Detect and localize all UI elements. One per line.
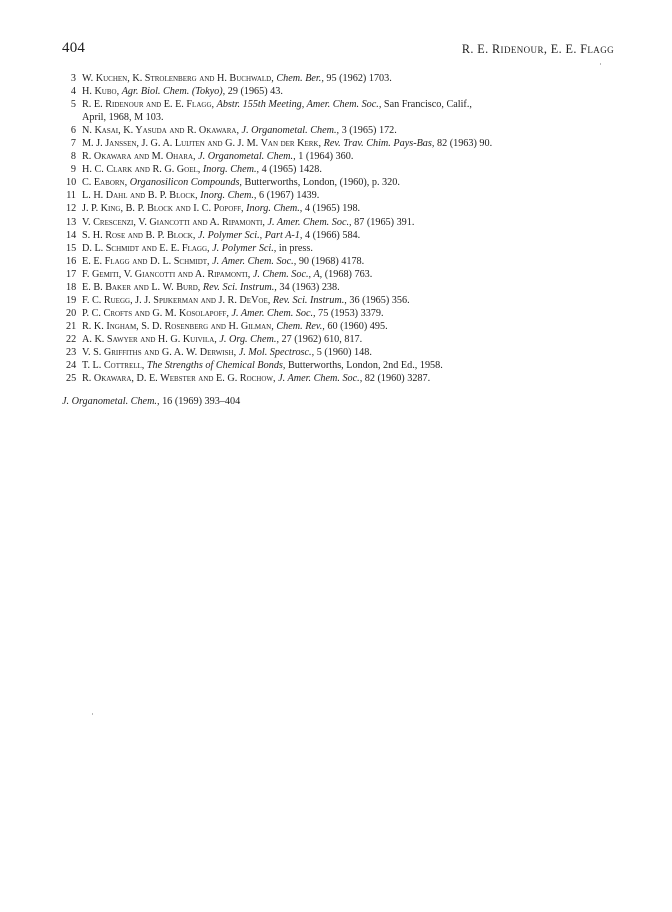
reference-authors: P. C. Crofts and G. M. Kosolapoff, xyxy=(82,307,229,319)
paper-speck xyxy=(600,63,601,65)
reference-details: 27 (1962) 610, 817. xyxy=(281,333,363,345)
reference-item xyxy=(66,229,626,242)
reference-journal: J. Amer. Chem. Soc., xyxy=(212,255,297,267)
reference-text xyxy=(82,202,626,215)
reference-journal: Rev. Sci. Instrum., xyxy=(272,294,347,306)
reference-journal: Chem. Rev., xyxy=(276,320,325,332)
reference-item xyxy=(66,320,626,333)
reference-item xyxy=(66,176,626,189)
reference-details: 75 (1953) 3379. xyxy=(318,307,384,319)
reference-authors: R. E. Ridenour and E. E. Flagg, xyxy=(82,99,215,111)
reference-details: San Francisco, Calif., xyxy=(383,99,472,111)
reference-journal: J. Amer. Chem. Soc., xyxy=(267,216,352,228)
reference-details: 1 (1964) 360. xyxy=(298,151,354,163)
reference-item xyxy=(66,359,626,372)
reference-authors: W. Kuchen, K. Strolenberg and H. Buchwald, xyxy=(82,73,274,84)
reference-item xyxy=(66,163,626,176)
reference-item xyxy=(66,124,626,137)
reference-journal: J. Amer. Chem. Soc., xyxy=(231,307,316,319)
reference-number: 22 xyxy=(66,333,77,345)
reference-authors: R. K. Ingham, S. D. Rosenberg and H. Gilman, xyxy=(82,320,274,332)
reference-number: 12 xyxy=(66,203,77,215)
reference-details: 82 (1960) 3287. xyxy=(364,373,431,385)
reference-text xyxy=(82,189,626,202)
reference-number: 17 xyxy=(66,268,77,280)
reference-journal: Inorg. Chem., xyxy=(246,203,303,215)
running-head: R. E. Ridenour, E. E. Flagg xyxy=(461,42,614,56)
reference-text xyxy=(82,372,626,385)
reference-item xyxy=(66,85,626,98)
reference-item xyxy=(66,255,626,268)
reference-details: 3 (1965) 172. xyxy=(341,125,397,137)
reference-journal: The Strengths of Chemical Bonds, xyxy=(146,360,286,372)
reference-journal: J. Polymer Sci., Part A-1, xyxy=(197,229,303,241)
reference-number: 5 xyxy=(70,99,76,111)
reference-details: Butterworths, London, 2nd Ed., 1958. xyxy=(287,360,443,372)
reference-text xyxy=(82,242,626,255)
reference-number: 8 xyxy=(70,151,76,163)
reference-authors: E. B. Baker and L. W. Burd, xyxy=(82,281,201,293)
reference-journal: Chem. Ber., xyxy=(276,73,324,84)
reference-number: 15 xyxy=(66,242,77,254)
reference-authors: E. E. Flagg and D. L. Schmidt, xyxy=(82,255,210,267)
reference-text xyxy=(82,137,626,150)
reference-journal: Inorg. Chem., xyxy=(200,190,257,202)
reference-details: 82 (1963) 90. xyxy=(436,138,493,150)
reference-authors: N. Kasai, K. Yasuda and R. Okawara, xyxy=(82,125,239,137)
reference-item xyxy=(66,333,626,346)
reference-authors: M. J. Janssen, J. G. A. Luijten and G. J. M. Van der Kerk, xyxy=(82,138,322,150)
reference-item xyxy=(66,216,626,229)
reference-number: 7 xyxy=(70,138,76,150)
reference-text xyxy=(82,359,626,372)
reference-item xyxy=(66,202,626,215)
reference-item xyxy=(66,242,626,255)
reference-item xyxy=(66,189,626,202)
reference-journal: Rev. Sci. Instrum., xyxy=(202,281,277,293)
reference-details: 60 (1960) 495. xyxy=(327,320,388,332)
reference-details: 87 (1965) 391. xyxy=(354,216,415,228)
reference-details: (1968) 763. xyxy=(324,268,373,280)
reference-text xyxy=(82,124,626,137)
reference-authors: R. Okawara, D. E. Webster and E. G. Rochow, xyxy=(82,373,276,385)
paper-speck xyxy=(92,713,93,715)
reference-number: 16 xyxy=(66,255,77,267)
reference-journal: Abstr. 155th Meeting, Amer. Chem. Soc., xyxy=(216,99,382,111)
reference-details: 5 (1960) 148. xyxy=(316,346,372,358)
reference-item xyxy=(66,150,626,163)
reference-details: 29 (1965) 43. xyxy=(227,86,283,98)
reference-journal: J. Polymer Sci., xyxy=(212,242,277,254)
reference-details: in press. xyxy=(278,242,313,254)
reference-text xyxy=(82,163,626,176)
reference-authors: S. H. Rose and B. P. Block, xyxy=(82,229,196,241)
reference-journal: J. Chem. Soc., A, xyxy=(252,268,323,280)
reference-authors: V. Crescenzi, V. Giancotti and A. Ripamonti, xyxy=(82,216,265,228)
reference-text xyxy=(82,229,626,242)
reference-number: 23 xyxy=(66,346,77,358)
reference-number: 19 xyxy=(66,294,77,306)
reference-text xyxy=(82,85,626,98)
reference-authors: A. K. Sawyer and H. G. Kuivila, xyxy=(82,333,217,345)
reference-journal: Organosilicon Compounds, xyxy=(129,177,242,189)
reference-text xyxy=(82,333,626,346)
reference-item xyxy=(66,346,626,359)
reference-number: 13 xyxy=(66,216,77,228)
reference-authors: T. L. Cottrell, xyxy=(82,360,145,372)
reference-journal: Rev. Trav. Chim. Pays-Bas, xyxy=(323,138,435,150)
reference-continuation: April, 1968, M 103. xyxy=(82,112,164,124)
reference-number: 10 xyxy=(66,177,77,189)
reference-number: 24 xyxy=(66,360,77,372)
journal-citation-footer xyxy=(62,396,240,407)
reference-details: 36 (1965) 356. xyxy=(349,294,410,306)
reference-details: 34 (1963) 238. xyxy=(279,281,340,293)
reference-item xyxy=(66,137,626,150)
reference-text xyxy=(82,150,626,163)
reference-text xyxy=(82,281,626,294)
reference-number: 6 xyxy=(70,125,76,137)
reference-number: 3 xyxy=(70,73,76,84)
reference-text xyxy=(82,98,626,124)
reference-details: 90 (1968) 4178. xyxy=(298,255,365,267)
reference-text xyxy=(82,72,626,85)
reference-number: 14 xyxy=(66,229,77,241)
reference-authors: H. C. Clark and R. G. Goel, xyxy=(82,164,201,176)
reference-details: 6 (1967) 1439. xyxy=(259,190,320,202)
reference-authors: F. Gemiti, V. Giancotti and A. Ripamonti, xyxy=(82,268,251,280)
reference-authors: C. Eaborn, xyxy=(82,177,128,189)
reference-authors: R. Okawara and M. Ohara, xyxy=(82,151,196,163)
reference-item xyxy=(66,268,626,281)
reference-text xyxy=(82,320,626,333)
reference-text xyxy=(82,294,626,307)
reference-number: 21 xyxy=(66,320,77,332)
reference-journal: J. Organometal. Chem., xyxy=(241,125,340,137)
reference-details: 4 (1966) 584. xyxy=(305,229,361,241)
reference-authors: F. C. Ruegg, J. J. Spijkerman and J. R. DeVoe, xyxy=(82,294,271,306)
reference-authors: J. P. King, B. P. Block and I. C. Popoff, xyxy=(82,203,244,215)
reference-item xyxy=(66,72,626,85)
reference-text xyxy=(82,176,626,189)
reference-authors: L. H. Dahl and B. P. Block, xyxy=(82,190,198,202)
reference-item xyxy=(66,307,626,320)
reference-number: 4 xyxy=(70,86,76,98)
reference-journal: J. Amer. Chem. Soc., xyxy=(278,373,363,385)
reference-details: Butterworths, London, (1960), p. 320. xyxy=(244,177,400,189)
reference-journal: J. Organometal. Chem., xyxy=(198,151,296,163)
reference-authors: D. L. Schmidt and E. E. Flagg, xyxy=(82,242,210,254)
reference-number: 11 xyxy=(66,190,76,202)
footer-volume-pages: 16 (1969) 393–404 xyxy=(162,396,241,407)
reference-text xyxy=(82,255,626,268)
reference-authors: V. S. Griffiths and G. A. W. Derwish, xyxy=(82,346,237,358)
reference-journal: Inorg. Chem., xyxy=(202,164,260,176)
reference-item xyxy=(66,281,626,294)
reference-journal: J. Mol. Spectrosc., xyxy=(238,346,315,358)
reference-details: 4 (1965) 1428. xyxy=(261,164,322,176)
reference-journal: J. Org. Chem., xyxy=(219,333,279,345)
reference-text xyxy=(82,216,626,229)
reference-authors: H. Kubo, xyxy=(82,86,120,98)
reference-details: 95 (1962) 1703. xyxy=(326,73,392,84)
reference-item xyxy=(66,98,626,124)
reference-journal: Agr. Biol. Chem. (Tokyo), xyxy=(121,86,226,98)
reference-item xyxy=(66,294,626,307)
reference-details: 4 (1965) 198. xyxy=(304,203,361,215)
reference-number: 20 xyxy=(66,307,77,319)
page-number: 404 xyxy=(62,40,86,56)
footer-journal-name: J. Organometal. Chem., xyxy=(62,396,160,407)
reference-item xyxy=(66,372,626,385)
reference-text xyxy=(82,268,626,281)
reference-number: 25 xyxy=(66,373,77,385)
reference-text xyxy=(82,307,626,320)
reference-list xyxy=(66,72,626,385)
reference-number: 9 xyxy=(70,164,76,176)
reference-number: 18 xyxy=(66,281,77,293)
reference-text xyxy=(82,346,626,359)
